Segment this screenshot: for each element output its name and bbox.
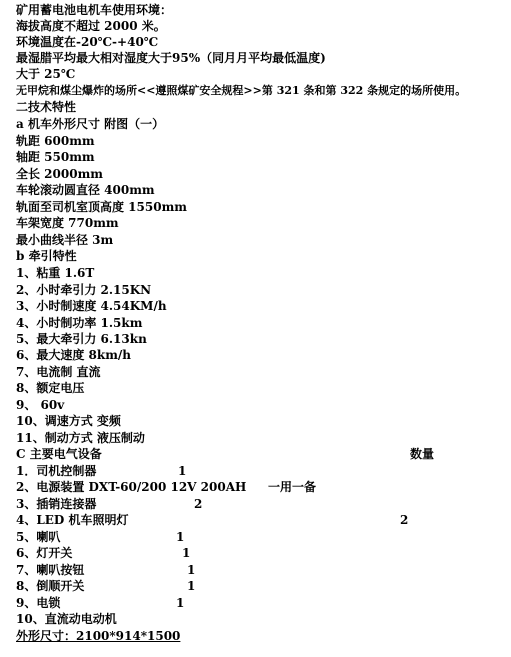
- quantity-column-header: 数量: [410, 447, 435, 461]
- subsection-heading-electrical: C 主要电气设备 数量: [16, 447, 435, 461]
- spec-line-voltage-value: 9、 60v: [16, 398, 65, 412]
- text-line-humidity: 最湿腊平均最大相对湿度大于95%（同月月平均最低温度): [16, 51, 326, 65]
- text-line-altitude: 海拔高度不超过 2000 米。: [16, 19, 166, 33]
- spec-line-curve-radius: 最小曲线半径 3m: [16, 233, 114, 247]
- overall-dimensions: 外形尺寸：2100*914*1500: [16, 629, 181, 643]
- spec-line-wheelbase: 轴距 550mm: [16, 150, 95, 164]
- spec-line-hourly-power: 4、小时制功率 1.5km: [16, 316, 143, 330]
- equipment-row-power-supply: 2、电源装置 DXT-60/200 12V 200AH 一用一备: [16, 480, 317, 494]
- spec-line-wheel-diameter: 车轮滚动圆直径 400mm: [16, 183, 155, 197]
- equipment-row-light-switch: 6、灯开关 1: [16, 546, 191, 560]
- spec-line-current-type: 7、电流制 直流: [16, 365, 101, 379]
- spec-line-speed-control: 10、调速方式 变频: [16, 414, 121, 428]
- equipment-row-led-light: 4、LED 机车照明灯 2: [16, 513, 409, 527]
- spec-line-hourly-speed: 3、小时制速度 4.54KM/h: [16, 299, 167, 313]
- equipment-qty: 2: [194, 497, 203, 511]
- spec-line-frame-width: 车架宽度 770mm: [16, 216, 119, 230]
- text-line-environment-title: 矿用蓄电池电机车使用环境：: [16, 3, 173, 17]
- equipment-row-plug-connector: 3、插销连接器 2: [16, 497, 203, 511]
- equipment-note: 一用一备: [268, 480, 317, 494]
- equipment-qty: 1: [187, 563, 196, 577]
- text-line-humidity-temp: 大于 25℃: [16, 67, 76, 81]
- spec-line-adhesive-weight: 1、粘重 1.6T: [16, 266, 95, 280]
- spec-line-gauge: 轨距 600mm: [16, 134, 95, 148]
- spec-line-hourly-traction: 2、小时牵引力 2.15KN: [16, 283, 152, 297]
- spec-line-max-speed: 6、最大速度 8km/h: [16, 348, 131, 362]
- section-heading-technical: 二技术特性: [16, 100, 77, 114]
- subsection-heading-traction: b 牵引特性: [16, 249, 77, 263]
- equipment-qty: 1: [182, 546, 191, 560]
- equipment-row-reverse-switch: 8、倒顺开关 1: [16, 579, 196, 593]
- spec-line-rated-voltage: 8、额定电压: [16, 381, 85, 395]
- equipment-row-dc-motor: 10、直流动电动机: [16, 612, 117, 626]
- equipment-qty: 1: [187, 579, 196, 593]
- equipment-row-horn-button: 7、喇叭按钮 1: [16, 563, 196, 577]
- equipment-qty: 1: [176, 596, 185, 610]
- spec-line-max-traction: 5、最大牵引力 6.13kn: [16, 332, 147, 346]
- equipment-row-electric-lock: 9、电锁 1: [16, 596, 185, 610]
- spec-line-cab-height: 轨面至司机室顶高度 1550mm: [16, 200, 187, 214]
- text-line-usage-site: 无甲烷和煤尘爆炸的场所<<遵照煤矿安全规程>>第 321 条和第 322 条规定的场所使用。: [16, 84, 467, 97]
- text-line-temperature: 环境温度在-20℃-+40℃: [16, 35, 159, 49]
- equipment-row-controller: 1．司机控制器 1: [16, 464, 187, 478]
- equipment-row-horn: 5、喇叭 1: [16, 530, 185, 544]
- equipment-qty: 2: [400, 513, 409, 527]
- subsection-heading-dimensions: a 机车外形尺寸 附图（一）: [16, 117, 165, 131]
- spec-line-braking: 11、制动方式 液压制动: [16, 431, 145, 445]
- equipment-qty: 1: [176, 530, 185, 544]
- spec-line-length: 全长 2000mm: [16, 167, 103, 181]
- equipment-qty: 1: [178, 464, 187, 478]
